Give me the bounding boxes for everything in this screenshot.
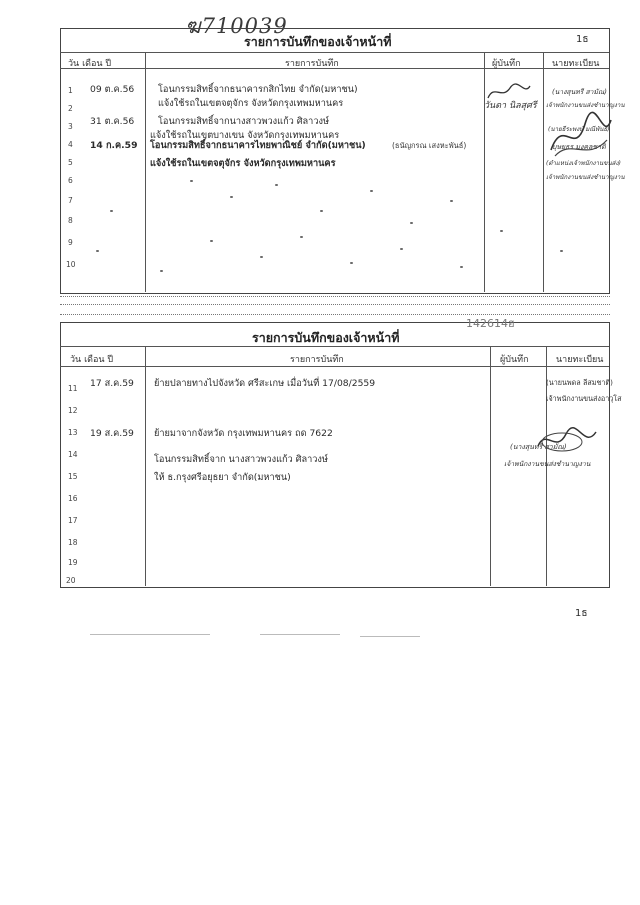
lower-registrar-stamp-line: เจ้าพนักงานขนส่งชำนาญงาน: [504, 460, 591, 468]
upper-header-recorder: ผู้บันทึก: [492, 59, 521, 69]
upper-row-number: 2: [68, 104, 73, 113]
lower-row-number: 18: [68, 538, 78, 547]
upper-recorder-signature: วันดา นิลสุศรี: [484, 101, 537, 111]
scan-speck: [300, 236, 303, 238]
upper-row-number: 5: [68, 158, 73, 167]
lower-entry-text: โอนกรรมสิทธิ์จาก นางสาวพวงแก้ว ศิลาวงษ์: [154, 454, 328, 465]
upper-row-number: 7: [68, 196, 73, 205]
upper-sheet-page-label: 1ธ: [576, 34, 589, 45]
scan-speck: [96, 250, 99, 252]
scan-speck: [320, 210, 323, 212]
bleed-through-mark: [260, 634, 340, 635]
lower-entry-date: 19 ส.ค.59: [90, 428, 134, 439]
upper-entry-text: แจ้งใช้รถในเขตบางเขน จังหวัดกรุงเทพมหานคร: [150, 130, 340, 141]
upper-registrar-stamp-line: (ตำแหน่งเจ้าพนักงานขนส่ง): [546, 160, 621, 167]
upper-entry-text: โอนกรรมสิทธิ์จากธนาคารกสิกไทย จำกัด(มหาชน): [158, 84, 358, 95]
upper-row-number: 4: [68, 140, 73, 149]
scan-speck: [210, 240, 213, 242]
sheet-overlap-edge: [60, 314, 610, 315]
lower-sheet-title: รายการบันทึกของเจ้าหน้าที่: [252, 330, 400, 345]
upper-entry-date: 31 ต.ค.56: [90, 116, 135, 127]
upper-header-date: วัน เดือน ปี: [68, 59, 112, 69]
lower-registrar-stamp-line: (นายนพดล ลีสมชาติ): [546, 378, 613, 387]
sheet-overlap-edge: [60, 296, 610, 297]
upper-row-number: 1: [68, 86, 73, 95]
bleed-through-mark: [90, 634, 210, 635]
upper-row-number: 3: [68, 122, 73, 131]
upper-entry-text: แจ้งใช้รถในเขตจตุจักร จังหวัดกรุงเทพมหานคร: [150, 158, 336, 169]
scan-speck: [450, 200, 453, 202]
lower-signature-scribble: [532, 424, 602, 460]
lower-col-line-2: [490, 346, 491, 586]
scan-speck: [190, 180, 193, 182]
upper-sheet-title: รายการบันทึกของเจ้าหน้าที่: [244, 34, 392, 49]
upper-col-line-1: [145, 52, 146, 292]
lower-header-entry: รายการบันทึก: [290, 355, 344, 365]
lower-row-number: 16: [68, 494, 78, 503]
upper-entry-date: 09 ต.ค.56: [90, 84, 135, 95]
upper-col-line-3: [543, 52, 544, 292]
lower-row-number: 13: [68, 428, 78, 437]
lower-row-number: 20: [66, 576, 76, 585]
upper-row-number: 9: [68, 238, 73, 247]
scan-speck: [370, 190, 373, 192]
lower-entry-date: 17 ส.ค.59: [90, 378, 134, 389]
handwritten-document-number: ฆ710039: [185, 14, 288, 38]
upper-row-number: 10: [66, 260, 76, 269]
scan-speck: [110, 210, 113, 212]
upper-registrar-stamp-line: เจ้าพนักงานขนส่งชำนาญงาน: [546, 102, 625, 109]
lower-row-number: 17: [68, 516, 78, 525]
lower-row-number: 14: [68, 450, 78, 459]
scan-speck: [160, 270, 163, 272]
lower-col-line-1: [145, 346, 146, 586]
lower-header-date: วัน เดือน ปี: [70, 355, 114, 365]
lower-header-recorder: ผู้บันทึก: [500, 355, 529, 365]
scan-speck: [460, 266, 463, 268]
scan-speck: [350, 262, 353, 264]
lower-header-top-line: [60, 346, 609, 347]
scan-speck: [260, 256, 263, 258]
upper-recorder-signature-name: (ธนัญกรณ เสงหะพันธ์): [392, 141, 467, 150]
recorder-signature-scribble: [484, 80, 534, 104]
lower-registrar-stamp-line: เจ้าพนักงานขนส่งอาวุโส: [546, 394, 622, 403]
lower-registrar-stamp-line: (นางสุนทรี สามัณ): [510, 443, 567, 451]
lower-row-number: 15: [68, 472, 78, 481]
scan-speck: [275, 184, 278, 186]
lower-sheet-top-number: 142614ฮ: [466, 317, 515, 330]
scan-speck: [500, 230, 503, 232]
scan-speck: [410, 222, 413, 224]
lower-header-bottom-line: [60, 366, 609, 367]
upper-registrar-stamp-line: (นางสุนทรี สามัณ): [552, 88, 607, 96]
lower-entry-text: ย้ายมาจากจังหวัด กรุงเทพมหานคร ถด 7622: [154, 428, 333, 439]
lower-header-registrar: นายทะเบียน: [556, 355, 604, 365]
upper-entry-text: แจ้งใช้รถในเขตจตุจักร จังหวัดกรุงเทพมหานคร: [158, 98, 344, 109]
upper-entry-date: 14 ก.ค.59: [90, 140, 138, 151]
scan-speck: [230, 196, 233, 198]
scan-speck: [400, 248, 403, 250]
footer-page-number: 1ธ: [575, 608, 588, 619]
lower-entry-text: ให้ ธ.กรุงศรีอยุธยา จำกัด(มหาชน): [154, 472, 291, 483]
sheet-overlap-edge: [60, 304, 610, 305]
upper-header-registrar: นายทะเบียน: [552, 59, 600, 69]
upper-entry-text: โอนกรรมสิทธิ์จากนางสาวพวงแก้ว ศิลาวงษ์: [158, 116, 330, 127]
upper-registrar-stamp-line: เจ้าพนักงานขนส่งชำนาญงาน: [546, 174, 625, 181]
upper-entry-text: โอนกรรมสิทธิ์จากธนาคารไทยพาณิชย์ จำกัด(มหาชน): [150, 140, 366, 151]
upper-row-number: 8: [68, 216, 73, 225]
lower-row-number: 19: [68, 558, 78, 567]
lower-row-number: 11: [68, 384, 78, 393]
bleed-through-mark: [360, 636, 420, 637]
upper-registrar-stamp-line: (นายธีระพงษ์ มณีพันธ์): [548, 126, 610, 133]
lower-row-number: 12: [68, 406, 78, 415]
lower-entry-text: ย้ายปลายทางไปจังหวัด ศรีสะเกษ เมื่อวันที่ 17/08/2559: [154, 378, 376, 389]
upper-row-number: 6: [68, 176, 73, 185]
upper-registrar-stamp-line: บุษยธร มงคลชาติ: [552, 143, 606, 151]
upper-signature-scribble: [545, 110, 615, 170]
upper-header-entry: รายการบันทึก: [285, 59, 339, 69]
scan-speck: [560, 250, 563, 252]
upper-header-top-line: [60, 52, 609, 53]
